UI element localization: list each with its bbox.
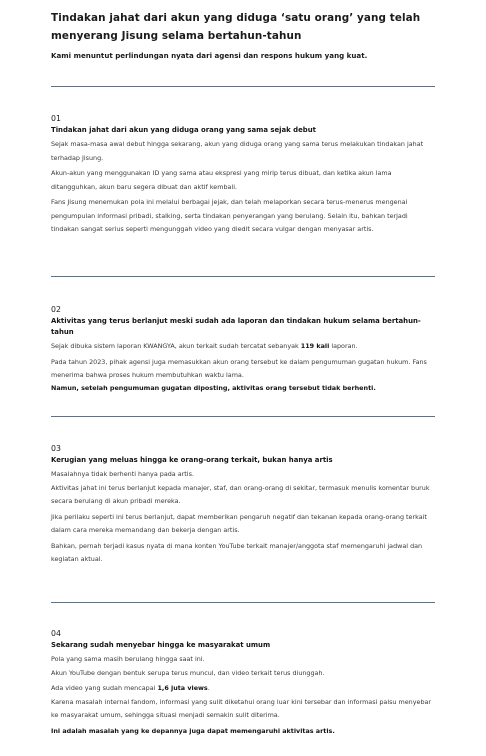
section-number: 03 xyxy=(51,444,61,453)
page-subtitle: Kami menuntut perlindungan nyata dari agensi dan respons hukum yang kuat. xyxy=(51,51,368,60)
section-paragraph xyxy=(51,340,437,354)
section-number: 04 xyxy=(51,629,61,638)
section-paragraph: Bahkan, pernah terjadi kasus nyata di mana konten YouTube terkait manajer/anggota staf memengaruhi jadwal dan kegiatan aktual. xyxy=(51,541,423,563)
section-divider xyxy=(51,416,435,417)
section-heading: Kerugian yang meluas hingga ke orang-orang terkait, bukan hanya artis xyxy=(51,456,333,464)
paragraph-text: Ada video yang sudah mencapai xyxy=(51,684,158,692)
section-paragraph: Masalahnya tidak berhenti hanya pada artis. Aktivitas jahat ini terus berlanjut kepada manajer, staf, dan orang-orang di sekitar, termasuk menulis komentar buruk secara berulang di akun pribadi mereka. xyxy=(51,470,430,505)
section-paragraph: Sejak masa-masa awal debut hingga sekarang, akun yang diduga orang yang sama terus melakukan tindakan jahat terhadap Jisung. xyxy=(51,140,424,162)
section-paragraph xyxy=(51,682,437,696)
paragraph-text: Sejak dibuka sistem laporan KWANGYA, akun terkait sudah tercatat sebanyak xyxy=(51,342,301,350)
section-04 xyxy=(51,628,437,740)
section-paragraph: Akun-akun yang menggunakan ID yang sama atau ekspresi yang mirip terus dibuat, dan ketika akun lama ditangguhkan, akun baru segera dibuat dan aktif kembali. xyxy=(51,169,392,191)
section-paragraph-emphasis: Namun, setelah pengumuman gugatan diposting, aktivitas orang tersebut tidak berhenti. xyxy=(51,383,376,392)
section-paragraph: Karena masalah internal fandom, informasi yang sulit diketahui orang luar kini tersebar dan informasi palsu menyebar ke masyarakat umum, sehingga situasi menjadi semakin sulit diterima. xyxy=(51,697,432,719)
section-02 xyxy=(51,304,437,397)
section-paragraph: Jika perilaku seperti ini terus berlanjut, dapat memberikan pengaruh negatif dan tekanan kepada orang-orang terkait dalam cara mereka memandang dan bekerja dengan artis. xyxy=(51,512,427,534)
page-title: Tindakan jahat dari akun yang diduga ‘satu orang’ yang telah menyerang Jisung selama bertahun-tahun xyxy=(51,12,421,42)
section-number: 01 xyxy=(51,114,61,123)
section-heading: Sekarang sudah menyebar hingga ke masyarakat umum xyxy=(51,641,271,649)
section-divider xyxy=(51,86,435,87)
section-paragraph: Pada tahun 2023, pihak agensi juga memasukkan akun orang tersebut ke dalam pengumuman gugatan hukum. Fans menerima bahwa proses hukum membutuhkan waktu lama. xyxy=(51,357,427,379)
section-03 xyxy=(51,443,437,569)
section-paragraph: Pola yang sama masih berulang hingga saat ini. Akun YouTube dengan bentuk serupa terus muncul, dan video terkait terus diunggah. xyxy=(51,655,325,677)
view-count: 1,6 juta views xyxy=(157,684,208,692)
section-number: 02 xyxy=(51,305,61,314)
section-01 xyxy=(51,113,437,239)
section-paragraph-emphasis: Ini adalah masalah yang ke depannya juga dapat memengaruhi aktivitas artis. xyxy=(51,726,335,735)
section-divider xyxy=(51,602,435,603)
section-divider xyxy=(51,276,435,277)
paragraph-text: . xyxy=(207,684,210,692)
section-heading: Aktivitas yang terus berlanjut meski sudah ada laporan dan tindakan hukum selama bertahun-tahun xyxy=(51,317,421,336)
paragraph-text: laporan. xyxy=(329,342,358,350)
section-heading: Tindakan jahat dari akun yang diduga orang yang sama sejak debut xyxy=(51,126,316,134)
report-count: 119 kali xyxy=(300,342,330,350)
section-paragraph: Fans Jisung menemukan pola ini melalui berbagai jejak, dan telah melaporkan secara terus-menerus mengenai pengumpulan informasi pribadi, stalking, serta tindakan penyerangan yang berulang. Selain itu, bahkan terjadi tindakan sangat serius seperti mengunggah video yang diedit secara vulgar dengan menyasar artis. xyxy=(51,198,408,233)
